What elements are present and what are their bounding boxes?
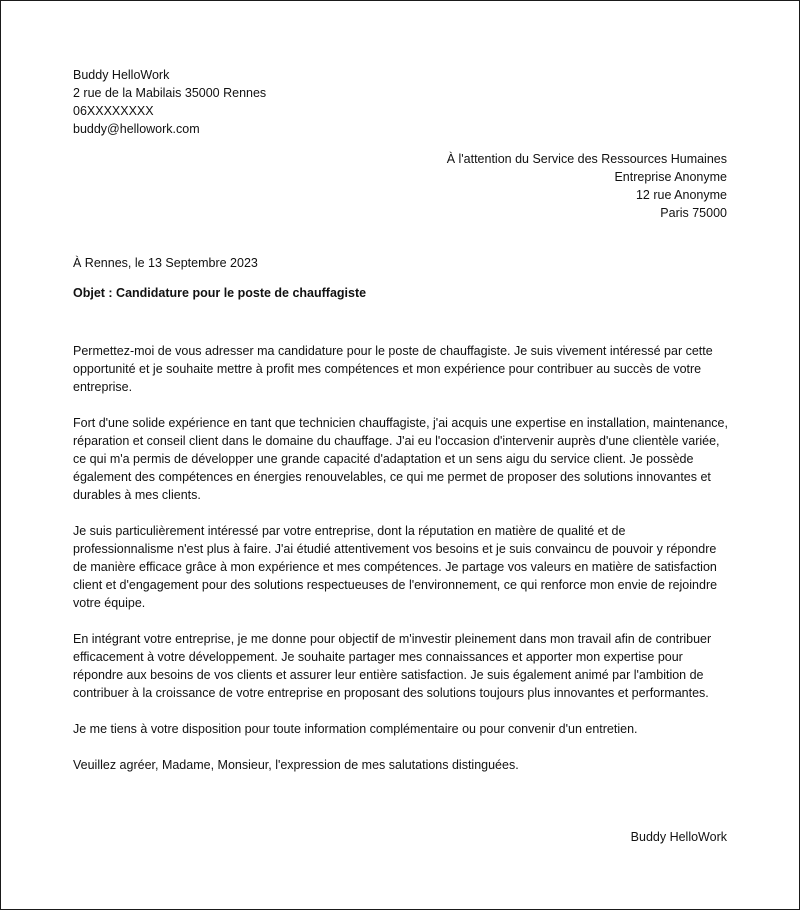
body-paragraph: Fort d'une solide expérience en tant que technicien chauffagiste, j'ai acquis une expertise en installation, maintenance, réparation et conseil client dans le domaine du chauffage. J'ai eu l'occasion d'intervenir auprès d'une clientèle variée, ce qui m'a permis de développer une grande capacité d'adaptation et un sens aigu du service client. Je possède également des compétences en énergies renouvelables, ce qui me permet de proposer des solutions innovantes et durables à mes clients. [73, 416, 728, 502]
closing-paragraph: Veuillez agréer, Madame, Monsieur, l'expression de mes salutations distinguées. [73, 758, 519, 772]
body-paragraph: Je suis particulièrement intéressé par votre entreprise, dont la réputation en matière de qualité et de professionnalisme n'est plus à faire. J'ai étudié attentivement vos besoins et je suis convaincu de pouvoir y répondre de manière efficace grâce à mon expérience et mes compétences. Je partage vos valeurs en matière de satisfaction client et d'engagement pour des solutions respectueuses de l'environnement, ce qui renforce mon envie de rejoindre votre équipe. [73, 524, 718, 610]
sender-address: 2 rue de la Mabilais 35000 Rennes [73, 86, 267, 100]
sender-name: Buddy HelloWork [73, 68, 170, 82]
body-paragraph: Je me tiens à votre disposition pour toute information complémentaire ou pour convenir d'un entretien. [73, 722, 638, 736]
sender-block [73, 66, 266, 138]
subject-line: Objet : Candidature pour le poste de chauffagiste [73, 286, 367, 300]
body-paragraph: Permettez-moi de vous adresser ma candidature pour le poste de chauffagiste. Je suis vivement intéressé par cette opportunité et je souhaite mettre à profit mes compétences et mon expérience pour contribuer au succès de votre entreprise. [73, 344, 713, 394]
date-line: À Rennes, le 13 Septembre 2023 [73, 256, 258, 270]
recipient-attention: À l'attention du Service des Ressources Humaines [446, 152, 727, 166]
recipient-company: Entreprise Anonyme [614, 170, 727, 184]
recipient-street: 12 rue Anonyme [635, 188, 727, 202]
sender-email: buddy@hellowork.com [73, 122, 200, 136]
body-paragraph: En intégrant votre entreprise, je me donne pour objectif de m'investir pleinement dans mon travail afin de contribuer efficacement à votre développement. Je souhaite partager mes connaissances et apporter mon expertise pour répondre aux besoins de vos clients et assurer leur entière satisfaction. Je suis également animé par l'ambition de contribuer à la croissance de votre entreprise en proposant des solutions toujours plus innovantes et performantes. [73, 632, 712, 700]
recipient-city: Paris 75000 [660, 206, 727, 220]
signature: Buddy HelloWork [630, 830, 727, 844]
recipient-block [447, 150, 727, 222]
letter-body [73, 342, 729, 792]
sender-phone: 06XXXXXXXX [73, 104, 154, 118]
